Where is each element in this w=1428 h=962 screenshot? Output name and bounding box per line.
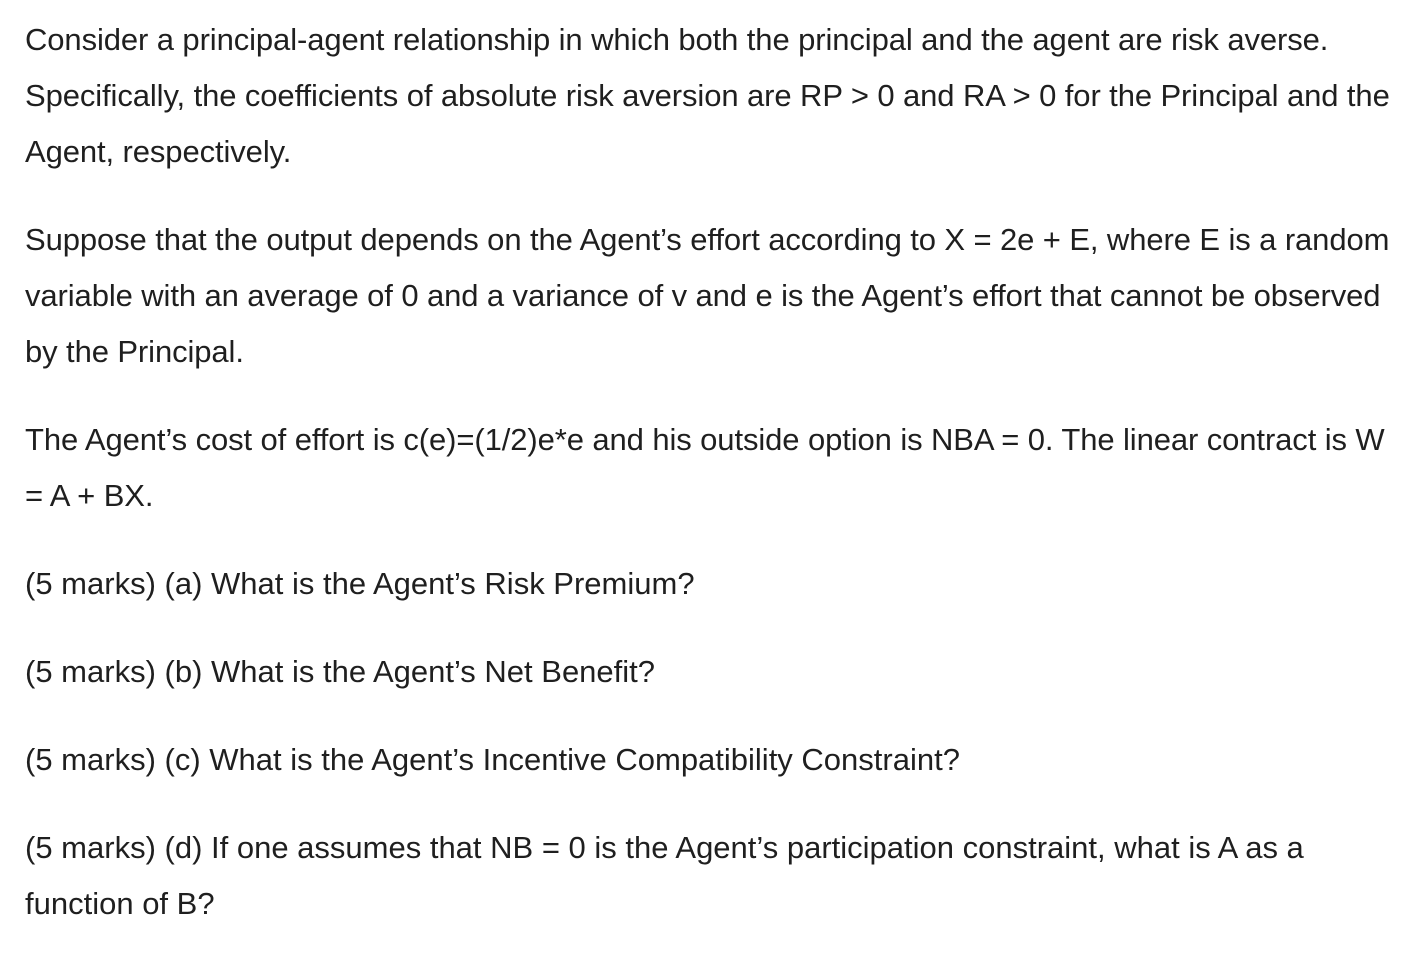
question-a: (5 marks) (a) What is the Agent’s Risk Premium? <box>25 566 695 601</box>
question-document <box>25 12 1405 932</box>
spacer <box>25 180 1405 212</box>
cost-paragraph: The Agent’s cost of effort is c(e)=(1/2)e*e and his outside option is NBA = 0. The linear contract is W = A + BX. <box>25 422 1385 513</box>
output-paragraph: Suppose that the output depends on the Agent’s effort according to X = 2e + E, where E is a random variable with an average of 0 and a variance of v and e is the Agent’s effort that cannot be observed by the Principal. <box>25 222 1390 369</box>
question-d: (5 marks) (d) If one assumes that NB = 0 is the Agent’s participation constraint, what is A as a function of B? <box>25 830 1304 921</box>
spacer <box>25 612 1405 644</box>
intro-paragraph: Consider a principal-agent relationship in which both the principal and the agent are risk averse. Specifically, the coefficients of absolute risk aversion are RP > 0 and RA > 0 for the Principal and the Agent, respectively. <box>25 22 1390 169</box>
question-b: (5 marks) (b) What is the Agent’s Net Benefit? <box>25 654 656 689</box>
spacer <box>25 700 1405 732</box>
question-c: (5 marks) (c) What is the Agent’s Incentive Compatibility Constraint? <box>25 742 960 777</box>
spacer <box>25 788 1405 820</box>
spacer <box>25 380 1405 412</box>
spacer <box>25 524 1405 556</box>
